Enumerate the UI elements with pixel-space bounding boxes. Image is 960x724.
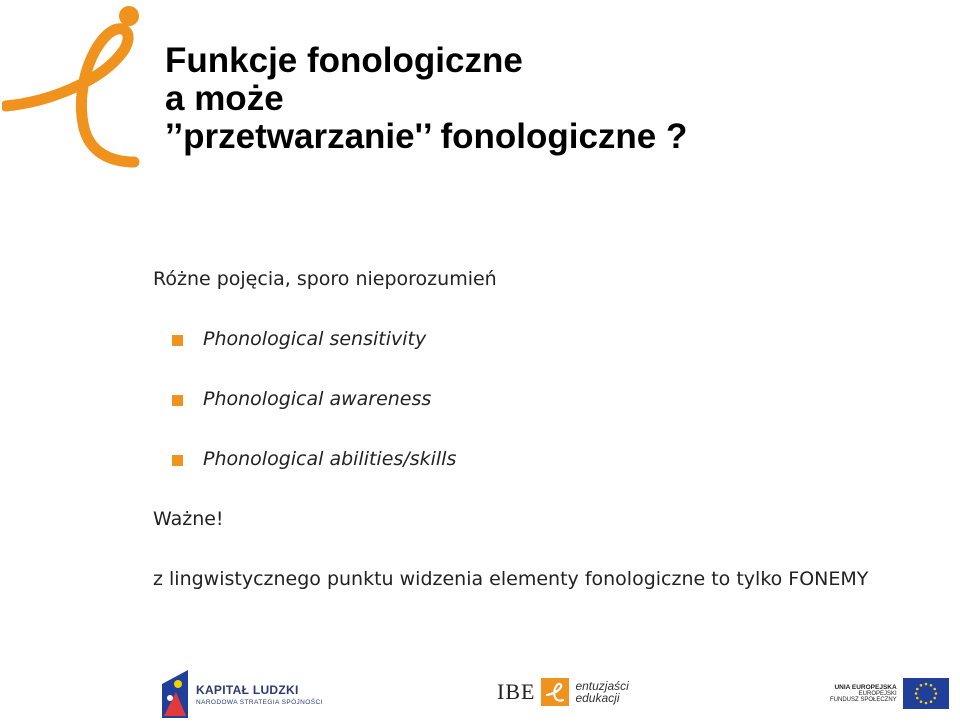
slide-title [165,42,687,156]
bullet-list [172,328,456,508]
title-line-2: a może [165,79,284,118]
eu-line-1: UNIA EUROPEJSKA [834,684,897,691]
ibe-tagline-1: entuzjaści [575,679,629,693]
ibe-tagline-2: edukacji [575,691,620,705]
eu-logo [830,678,949,709]
note-heading: Ważne! [153,508,224,530]
intro-text: Różne pojęcia, sporo nieporozumień [153,268,497,290]
kapital-ludzki-icon [162,670,188,718]
ibe-e-icon [541,678,569,706]
title-line-3: ’’przetwarzanie'’ fonologiczne ? [165,117,688,156]
kapital-ludzki-subtitle: NARODOWA STRATEGIA SPÓJNOŚCI [196,698,323,706]
orange-e-icon [2,2,152,170]
bullet-text: Phonological awareness [203,388,432,410]
bullet-text: Phonological abilities/skills [203,448,457,470]
list-item [172,388,456,448]
title-line-1: Funkcje fonologiczne [165,41,523,80]
ibe-logo [497,678,629,706]
eu-line-2: EUROPEJSKI [858,691,897,697]
list-item [172,328,456,388]
eu-flag-icon [903,678,949,709]
eu-line-3: FUNDUSZ SPOŁECZNY [830,697,897,703]
note-text: z lingwistycznego punktu widzenia elementy fonologiczne to tylko FONEMY [153,568,869,590]
ibe-name: IBE [497,679,536,704]
square-bullet-icon [172,335,183,346]
kapital-ludzki-name: KAPITAŁ LUDZKI [196,682,299,697]
square-bullet-icon [172,455,183,466]
bullet-text: Phonological sensitivity [203,328,427,350]
square-bullet-icon [172,395,183,406]
kapital-ludzki-logo [162,670,323,718]
footer-logos [0,660,960,724]
list-item [172,448,456,508]
